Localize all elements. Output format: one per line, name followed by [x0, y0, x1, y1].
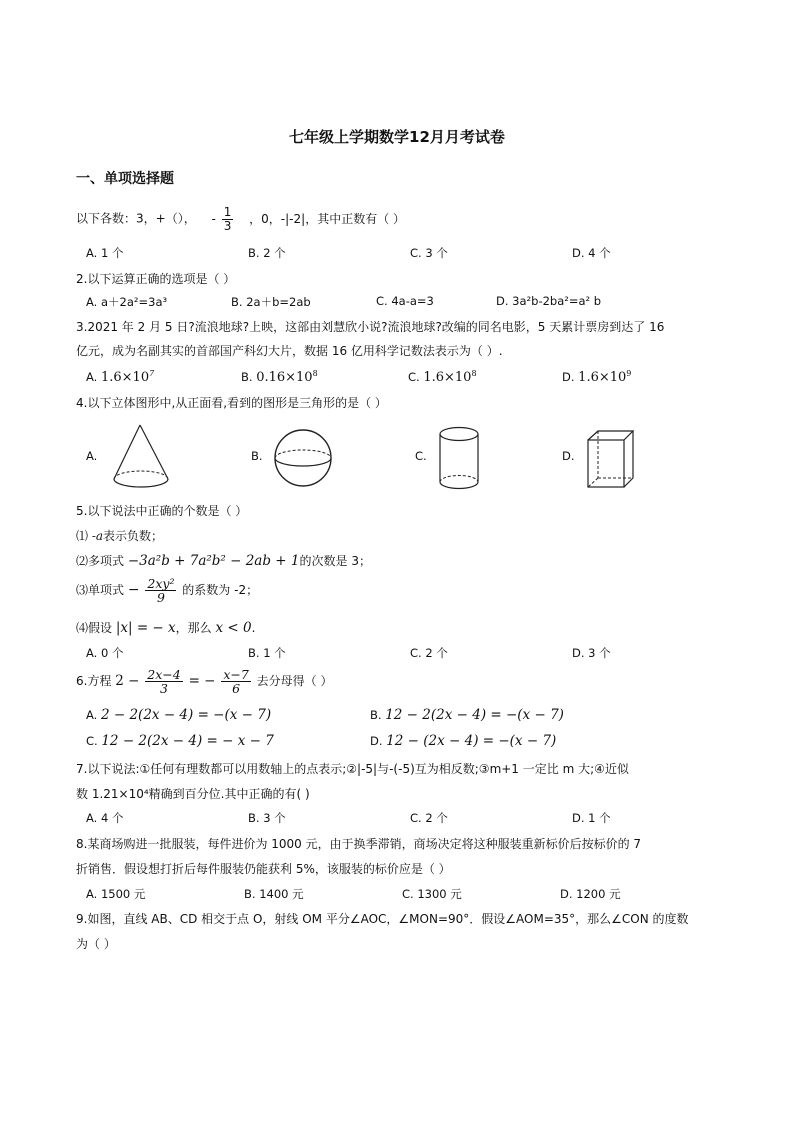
q1-stem-part-a: 以下各数：3，+（）， [76, 211, 196, 226]
q1-minus-sign: - [211, 211, 216, 226]
q5-option-b[interactable]: B. 1 个 [248, 646, 286, 660]
question-6-stem [76, 668, 332, 695]
q8-option-c[interactable]: C. 1300 元 [402, 887, 462, 901]
q1-stem-part-b: ，0，-|-2|，其中正数有（ ） [249, 211, 406, 226]
q1-option-a[interactable]: A. 1 个 [86, 246, 124, 260]
q5-option-c[interactable]: C. 2 个 [410, 646, 448, 660]
q1-fraction-numerator: 1 [223, 205, 232, 219]
q6-option-a-label: A. [86, 708, 98, 722]
cuboid-icon[interactable] [584, 428, 636, 490]
q6-stem-part-a: 6.方程 [76, 674, 116, 689]
q3-option-b-mantissa: 0.16×10 [256, 369, 313, 385]
q5-s3-denominator: 9 [156, 590, 165, 606]
q4-option-d-label[interactable]: D. [562, 449, 575, 463]
q6-option-b-label: B. [370, 708, 382, 722]
cone-icon[interactable] [108, 422, 174, 492]
q1-option-b[interactable]: B. 2 个 [248, 246, 286, 260]
question-2-stem: 2.以下运算正确的选项是（ ） [76, 272, 236, 286]
q3-option-a-mantissa: 1.6×10 [100, 369, 150, 385]
q5-option-d[interactable]: D. 3 个 [572, 646, 611, 660]
q3-option-a-label: A. [86, 369, 98, 384]
question-7-stem-line-2: 数 1.21×10⁴精确到百分位.其中正确的有( ) [76, 787, 310, 801]
section-heading: 一、单项选择题 [76, 171, 174, 187]
q6-option-a-equation: 2 − 2(2x − 4) = −(x − 7) [100, 707, 272, 723]
q5-s4-text: ，那么 [175, 621, 216, 635]
q5-s3-minus: − [127, 582, 140, 599]
q6-fraction-1-denominator: 3 [160, 681, 168, 697]
q7-option-c[interactable]: C. 2 个 [410, 811, 448, 825]
q6-eq-part-b: = − [188, 673, 216, 690]
q4-option-c-label[interactable]: C. [415, 449, 427, 463]
q3-option-c-exponent: 8 [471, 369, 477, 378]
cylinder-icon[interactable] [437, 425, 481, 493]
q3-option-b-label: B. [241, 369, 253, 384]
q6-stem-part-b: 去分母得（ ） [256, 674, 333, 689]
q5-s2-prefix: ⑵多项式 [76, 554, 128, 568]
q6-option-a[interactable] [86, 707, 271, 723]
q1-option-c[interactable]: C. 3 个 [410, 246, 448, 260]
q3-option-c-label: C. [408, 369, 420, 384]
q6-option-d[interactable] [370, 733, 556, 749]
q3-option-d-label: D. [562, 369, 575, 384]
question-4-stem: 4.以下立体图形中,从正面看,看到的图形是三角形的是（ ） [76, 396, 387, 410]
q6-fraction-2-denominator: 6 [232, 681, 241, 697]
question-8-stem-line-1: 8.某商场购进一批服装，每件进价为 1000 元，由于换季滞销，商场决定将这种服装重新标价后按标价的 7 [76, 837, 642, 851]
q6-option-b[interactable] [370, 707, 564, 723]
q1-option-d[interactable]: D. 4 个 [572, 246, 611, 260]
question-5-stem: 5.以下说法中正确的个数是（ ） [76, 504, 248, 518]
q6-fraction-1 [145, 668, 182, 695]
sphere-icon[interactable] [272, 428, 334, 488]
q8-option-a[interactable]: A. 1500 元 [86, 887, 146, 901]
q3-option-d[interactable] [562, 369, 631, 385]
q3-option-a-exponent: 7 [149, 369, 155, 378]
q6-option-c-equation: 12 − 2(2x − 4) = − x − 7 [101, 733, 274, 749]
question-3-stem-line-1: 3.2021 年 2 月 5 日?流浪地球?上映，这部由刘慧欣小说?流浪地球?改编的同名电影，5 天累计票房到达了 16 [76, 320, 665, 334]
q5-statement-2 [76, 552, 371, 569]
q5-statement-4 [76, 619, 255, 636]
q5-s2-math: −3a²b + 7a²b² − 2ab + 1 [127, 553, 300, 569]
q5-statement-1 [76, 527, 163, 544]
q5-s4-prefix: ⑷假设 [76, 621, 116, 635]
q7-option-d[interactable]: D. 1 个 [572, 811, 611, 825]
q5-s3-text: 的系数为 -2； [182, 583, 259, 598]
q5-statement-3 [76, 577, 258, 604]
q6-option-c[interactable] [86, 733, 274, 749]
q5-s3-numerator: 2xy² [147, 576, 175, 591]
q6-option-c-label: C. [86, 734, 98, 748]
q5-s1-text: 表示负数； [103, 529, 164, 543]
q6-fraction-1-numerator: 2x−4 [147, 667, 181, 682]
q6-option-d-label: D. [370, 734, 383, 748]
q5-s3-prefix: ⑶单项式 [76, 583, 128, 598]
q6-fraction-2 [221, 668, 250, 695]
q3-option-a[interactable] [86, 369, 154, 385]
q5-s4-math-1: |x| = − x [115, 620, 176, 636]
q3-option-c-mantissa: 1.6×10 [423, 369, 472, 385]
page-title: 七年级上学期数学12月月考试卷 [289, 128, 505, 146]
q5-s1-math: -a [91, 529, 104, 543]
q4-option-b-label[interactable]: B. [251, 449, 263, 463]
question-9-stem-line-2: 为（ ） [76, 937, 116, 951]
q3-option-b-exponent: 8 [312, 369, 318, 378]
q3-option-b[interactable] [241, 369, 318, 385]
q5-option-a[interactable]: A. 0 个 [86, 646, 124, 660]
q6-eq-part-a: 2 − [115, 673, 140, 690]
q6-option-d-equation: 12 − (2x − 4) = −(x − 7) [386, 733, 557, 749]
question-1-stem [76, 206, 405, 232]
question-9-stem-line-1: 9.如图，直线 AB、CD 相交于点 O，射线 OM 平分∠AOC，∠MON=90°．假设∠AOM=35°，那么∠CON 的度数 [76, 912, 689, 926]
q2-option-c[interactable]: C. 4a-a=3 [376, 294, 434, 308]
q1-fraction-denominator: 3 [223, 218, 232, 233]
q5-s4-end: . [251, 621, 256, 635]
q6-fraction-2-numerator: x−7 [223, 667, 249, 682]
q5-s3-fraction [145, 577, 176, 604]
q2-option-a[interactable]: A. a＋2a²=3a³ [86, 295, 168, 309]
q1-fraction [222, 206, 234, 232]
question-8-stem-line-2: 折销售．假设想打折后每件服装仍能获利 5%，该服装的标价应是（ ） [76, 862, 451, 876]
q6-option-b-equation: 12 − 2(2x − 4) = −(x − 7) [385, 707, 564, 723]
q3-option-d-mantissa: 1.6×10 [578, 369, 627, 385]
q2-option-b[interactable]: B. 2a＋b=2ab [231, 295, 311, 309]
q2-option-d[interactable]: D. 3a²b-2ba²=a² b [496, 294, 602, 308]
q5-s4-math-2: x < 0 [215, 620, 252, 636]
q7-option-a[interactable]: A. 4 个 [86, 811, 124, 825]
q7-option-b[interactable]: B. 3 个 [248, 811, 286, 825]
q8-option-b[interactable]: B. 1400 元 [244, 887, 304, 901]
q4-option-a-label[interactable]: A. [86, 449, 98, 463]
q3-option-c[interactable] [408, 369, 477, 385]
question-7-stem-line-1: 7.以下说法:①任何有理数都可以用数轴上的点表示;②|-5|与-(-5)互为相反数;③m+1 一定比 m 大;④近似 [76, 762, 629, 776]
q5-s1-prefix: ⑴ [76, 529, 92, 543]
question-3-stem-line-2: 亿元，成为名副其实的首部国产科幻大片，数据 16 亿用科学记数法表示为（ ）. [76, 344, 503, 358]
q5-s2-text: 的次数是 3； [299, 554, 371, 568]
q8-option-d[interactable]: D. 1200 元 [560, 887, 621, 901]
q3-option-d-exponent: 9 [626, 369, 632, 378]
